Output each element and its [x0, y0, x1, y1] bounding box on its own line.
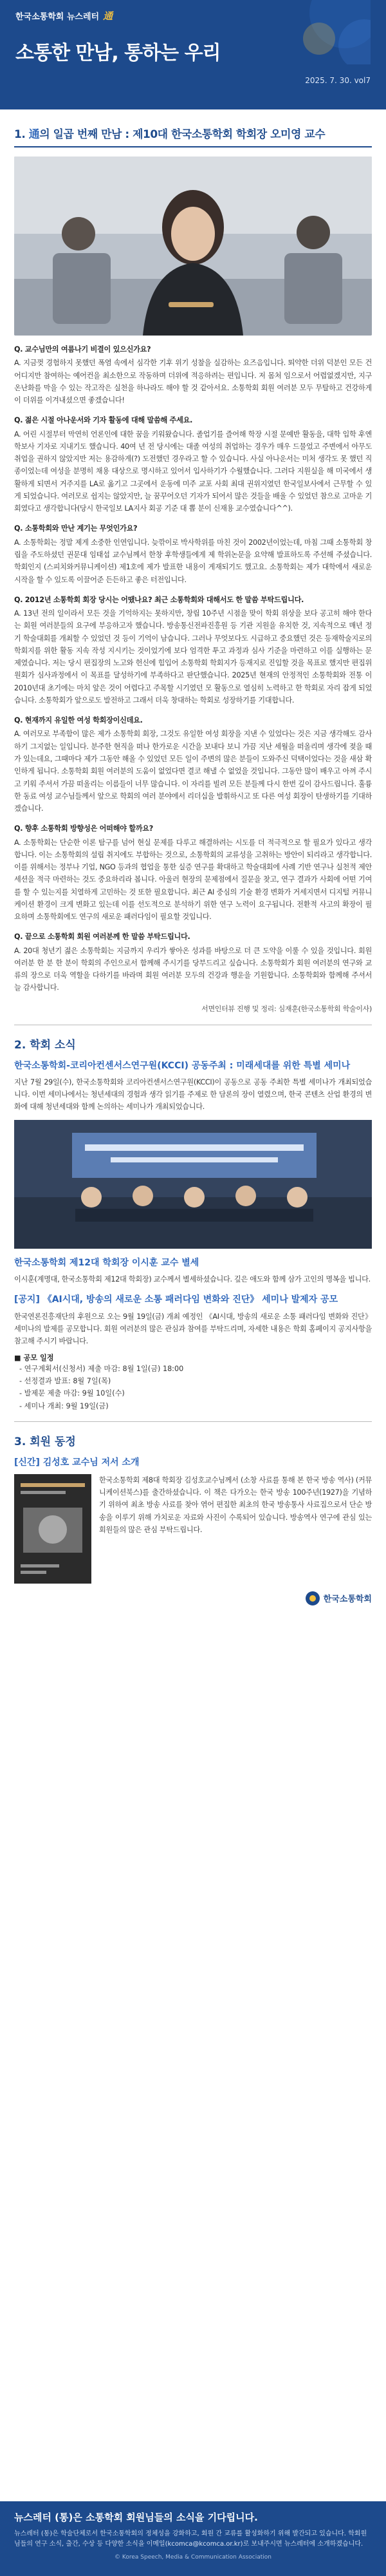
- schedule-item: - 세미나 개최: 9월 19일(금): [19, 1401, 109, 1410]
- footer-copyright: © Korea Speech, Media & Communication Association: [115, 2554, 271, 2561]
- interview-photo-illustration: [14, 156, 372, 336]
- book-cover-illustration: [14, 1474, 91, 1584]
- seminar-photo: [14, 1120, 372, 1249]
- answer: A. 지금껏 경험하지 못했던 폭염 속에서 심각한 기후 위기 성찰을 실감하는 요즈음입니다. 뙤약한 더위 덕분인 모든 건 어디지만 참여하는 예어컨을 최소한으로 작동하며 더위에 적응하려는 편입니다. 저 몸처 임으로서 어렵없겠지만, 지구 온난화를 막을 수 있는 작고작은 실천을 하나라도 해야 할 것 같아서요. 소통학회 회원 여러분 모두 무탈하고 건강하게 이 더위를 이겨내셨으면 좋겠습니다!: [14, 359, 372, 405]
- call-for-papers-body: 한국연론진흥재단의 후원으로 오는 9월 19일(금) 개최 예정인 《AI시대, 방송의 새로운 소통 패러다임 변화와 진단》 세미나의 발제를 공모합니다. 회원 여러분의 많은 관심과 참여를 부탁드리며, 자세한 내용은 학회 홈페이지 공지사항을 참고해 주시기 바랍니다.: [14, 1312, 372, 1346]
- obituary-body: 이시훈(계명대, 한국소통학회 제12대 학회장) 교수께서 별세하셨습니다. 깊은 애도와 함께 삼가 고인의 명복을 빕니다.: [14, 1275, 371, 1284]
- question: Q. 소통학회와 만난 계기는 무엇인가요?: [14, 524, 138, 533]
- answer: A. 어린 시절부터 막연히 언론인에 대한 꿈을 키워왔습니다. 졸업기를 즐어해 학장 시절 문예반 활동을, 대학 입학 후엔 학보사 기자로 지내기도 했습니다. 40여 년 전 당시에는 대졸 여성의 취업하는 경우가 매우 드물었고 주변에서 아무도 취업을 권하지 않았지만 저는 용감하게(?) 도전했던 경우라고 할 수 있습니다. 사실 아나운서는 미처 생각도 못 했던 직종이었는데 여성을 분명히 채용 대상으로 명시하고 있어서 입사하기가 수월했습니다. 그러다 지원실을 해 미국에서 생활하게 되면서 거주지를 LA로 옮기고 그곳에서 운동에 미주 교포 사회 최대 권위지였던 한국일보사에서 근무할 수 있게 되었습니다. 여러모로 쉽지는 않았지만, 늘 꿈꾸어오던 기자가 되어서 많은 것들을 배울 수 있었던 참으로 고마운 기회였다고 생각합니다(당시 한국일보 LA지사 회공 기준 대 뽑 분이 신재용 교수였습니다^^).: [14, 430, 372, 513]
- schedule-item: - 발제문 제출 마감: 9월 10일(수): [19, 1389, 125, 1398]
- interview-photo: [14, 156, 372, 336]
- society-logo-text: 한국소통학회: [323, 1595, 372, 1605]
- section2-title: 2. 학회 소식: [14, 1038, 76, 1052]
- book-row: [14, 1474, 372, 1584]
- society-logo: [0, 1591, 372, 1605]
- book-headline[interactable]: [신간] 김성호 교수님 저서 소개: [14, 1457, 140, 1468]
- qa-item: [14, 931, 372, 994]
- header-decoration: [235, 0, 371, 64]
- schedule-item: - 선정결과 발표: 8월 7일(목): [19, 1377, 111, 1386]
- answer: A. 소통학회는 정말 제게 소중한 인연입니다. 늦깎이로 박사학위를 마친 것이 2002년이었는데, 마침 그때 소통학회 창립을 주도하셨던 권문대 임태섭 교수님께서 한창 후학생들에게 제 학위논문을 요약해 발표하도록 주선해 주셨습니다. 학회인지 (스피치와커뮤니케이션) 제1호에 제가 발표한 내용이 게재되기도 했고요. 소통학회는 제가 대학에서 새로운 시작을 할 수 있도록 이끌어준 든든하고 좋은 터전입니다.: [14, 538, 372, 584]
- footer-title: 뉴스레터 (통)은 소통학회 회원님들의 소식을 기다립니다.: [14, 2512, 258, 2523]
- section1-title-text: 의 일곱 번째 만남 : 제10대 한국소통학회 학회장 오미영 교수: [39, 128, 326, 141]
- brand-mark: 通: [103, 10, 113, 22]
- qa-item: [14, 522, 372, 585]
- section1-title: [14, 125, 372, 147]
- seminar-photo-illustration: [14, 1120, 372, 1249]
- newsletter-header: [0, 0, 386, 109]
- answer: A. 여러모로 부족함이 많은 제가 소통학회 회장, 그것도 유일한 여성 회장을 지낸 수 있었다는 것은 지금 생각해도 감사하기 그지없는 일입니다. 분주한 현직을 떠나 한가로운 시간을 보내다 보니 가끔 지난 세월을 떠올리며 생각에 젖을 때가 있는데요, 그때마다 제가 그동안 해올 수 있었던 모든 일이 주변의 많은 분들이 도와주신 덕택이었다는 것을 새삼 확인하게 됩니다. 소통학회 회원 여러분의 도움이 없었다면 결코 해낼 수 없었을 것입니다. 그동안 많이 배우고 아껴 주시고 키워 주셔서 가끔 떠올리는 이름들이 너무 많습니다. 이 자리를 빌려 모든 분들께 다시 한번 깊이 감사드립니다. 훌륭한 동료 여성 교수님들께서 앞으로 학회의 여러 분야에서 리더십을 발휘하시고 또 다른 여성 회장이 탄생하기를 기대하겠습니다.: [14, 730, 372, 813]
- question: Q. 젊은 시절 아나운서와 기자 활동에 대해 말씀해 주세요.: [14, 416, 193, 425]
- seminar-body: 지난 7월 29일(수), 한국소통학회와 코리아컨센서스연구원(KCCI)이 공동으로 공동 주최한 특별 세미나가 개최되었습니다. 이번 세미나에서는 청년세대의 경험과 생각 읽기를 주제로 한 담론의 장이 열렸으며, 한국 콘텐츠 산업 환경의 변화에 대해 청년세대와 함께 논의하는 세미나가 개최되었습니다.: [14, 1077, 372, 1112]
- section3-title: 3. 회원 동정: [14, 1435, 76, 1448]
- interview-credit: 서면인터뷰 진행 및 정리: 심재훈(한국소통학회 학술이사): [201, 1004, 372, 1013]
- obituary-headline[interactable]: 한국소통학회 제12대 학회장 이시훈 교수 별세: [14, 1257, 199, 1268]
- qa-item: [14, 822, 372, 923]
- answer: A. 13년 전의 일이라서 모든 것을 기억하지는 못하지만, 창립 10주년 시점을 맞이 학회 위상을 보다 공고히 해야 한다는 회원 여러분들의 요구에 부응하고자 했습니다. 방송통신전파진흥원 등 기관 지원을 유치한 것, 지속적으로 매년 정기 학술대회를 개최할 수 있었던 것 등이 기억이 남습니다. 그러나 무엇보다도 시급하고 중요했던 것은 등재학술지로의 학회지를 위한 활동 지속 작성 지시키는 것이었기에 보다 엄격한 투고 과정과 심사 기준을 마련하고 이를 실행하는 문제였습니다. 저는 당시 편집장의 노고와 헌신에 힘입어 소통학회 학회지가 등재지로 진입할 것을 목표로 했지만 편집위원회가 심사과정에서 이 목표를 달성하기에 부족하다고 판단했습니다. 2025년 현재의 안정적인 소통학회와 전통 이 2010년대 초기에는 마치 앞은 것이 어렵다고 주목할 시기였던 모 활동으로 열심히 노력하고 한 학회로 자리 잡게 되었습니다. 소통학회가 앞으로도 발전하고 그래서 더욱 창대하는 학회로 성장하기를 기대합니다.: [14, 609, 372, 705]
- newsletter-title: 소통한 만남, 통하는 우리: [15, 42, 221, 64]
- footer-body: 뉴스레터 (통)은 학술단체로서 한국소통학회의 정체성을 강화하고, 회원 간 교류를 활성화하기 위해 발간되고 있습니다. 학회원님들의 연구 소식, 출간, 수상 등 다양한 소식을 이메일(kcomca@kcomca.or.kr)로 보내주시면 뉴스레터에 소개하겠습니다.: [14, 2530, 367, 2548]
- issue-date: 2025. 7. 30. vol7: [305, 76, 371, 85]
- interview-qa: [0, 343, 386, 1016]
- question: Q. 현재까지 유일한 여성 학회장이신데요.: [14, 716, 143, 725]
- book-cover-image: [14, 1474, 91, 1584]
- qa-item: [14, 343, 372, 406]
- brand-name: 한국소통학회 뉴스레터: [15, 12, 100, 22]
- question: Q. 교수님만의 여름나기 비결이 있으신가요?: [14, 345, 151, 354]
- society-logo-icon: [306, 1591, 320, 1605]
- qa-item: [14, 714, 372, 815]
- schedule-list: [14, 1363, 372, 1412]
- section1-number: 1.: [14, 128, 29, 141]
- schedule-heading: ■ 공모 일정: [14, 1354, 54, 1363]
- answer: A. 소통학회는 단순한 이론 탐구를 넘어 현실 문제를 다루고 해결하려는 시도를 더 적극적으로 할 필요가 있다고 생각합니다. 이는 소통학회의 설립 취지에도 부합하는 것으로, 소통학회의 교류성을 고취하는 방안이 되리라고 생각합니다. 이를 위해서는 정부나 기업, NGO 등과의 협업을 통한 실증 연구를 확대하고 학술대회에 사례 기반 연구나 실천적 제안 세션을 적극 마련하는 것도 중요하리라 봅니다. 아울러 현장의 문제점에서 질문을 찾고, 연구 결과가 사회에 어떤 기여를 할 수 있는지를 치열하게 고민하는 것 또한 필요합니다. 최근 AI 중심의 기술 환경 변화가 거세지면서 디지털 커뮤니케이션 환경이 크게 변화고 있는데 이를 선도적으로 분석하기 위한 연구 노력이 요구됩니다. 전환적 사고의 확장이 필요하며 소통학회에도 연구의 새로운 패러다임이 필요할 것입니다.: [14, 838, 372, 922]
- qa-item: [14, 414, 372, 515]
- book-description: 한국소통학회 제8대 학회장 김성호교수님께서 (소창 사료를 통해 본 한국 방송 역사) (커뮤니케이션북스)를 출간하셨습니다. 이 책은 다가오는 한국 방송 100주년(1927)을 기념하기 위하여 최초 방송 사료를 찾아 엮어 편집한 최초의 한국 방송통사 사료집으로서 단순 방송을 이루기 위해 가치로운 자료와 사진이 수록되어 있습니다. 방송역사 연구에 관심 있는 회원들의 많은 관심 부탁드립니다.: [99, 1475, 372, 1534]
- answer: A. 20대 청년기 젊은 소통학회는 지금까지 우리가 쌓아온 성과를 바탕으로 더 큰 도약을 이룰 수 있을 것입니다. 회원 여러분 한 분 한 분이 학회의 주인으로서 함께해 주시기를 당부드리고 싶습니다. 소통학회가 회원 여러분의 연구와 교류의 장으로 더욱 역할을 다하기를 바라며 회원 여러분 모두의 건강과 행운을 기원합니다. 소통학회와 함께해 주셔서 늘 감사합니다.: [14, 946, 372, 992]
- section1-mark: 通: [28, 128, 40, 141]
- schedule-item: - 연구계획서(신청서) 제출 마감: 8월 1일(금) 18:00: [19, 1365, 184, 1374]
- call-for-papers-headline[interactable]: [공지] 《AI시대, 방송의 새로운 소통 패러다임 변화와 진단》 세미나 발제자 공모: [14, 1294, 338, 1305]
- section-divider: [14, 1421, 372, 1422]
- question: Q. 향후 소통학회 방향성은 어떠해야 할까요?: [14, 824, 153, 833]
- qa-item: [14, 594, 372, 706]
- seminar-headline[interactable]: 한국소통학회-코리아컨센서스연구원(KCCI) 공동주최 : 미래세대를 위한 특별 세미나: [14, 1060, 351, 1071]
- question: Q. 끝으로 소통학회 회원 여러분께 한 말씀 부탁드립니다.: [14, 933, 190, 942]
- newsletter-footer: [0, 2501, 386, 2576]
- question: Q. 2012년 소통학회 회장 당시는 어땠나요? 최근 소통학회와 대해서도 한 말씀 부탁드립니다.: [14, 595, 304, 604]
